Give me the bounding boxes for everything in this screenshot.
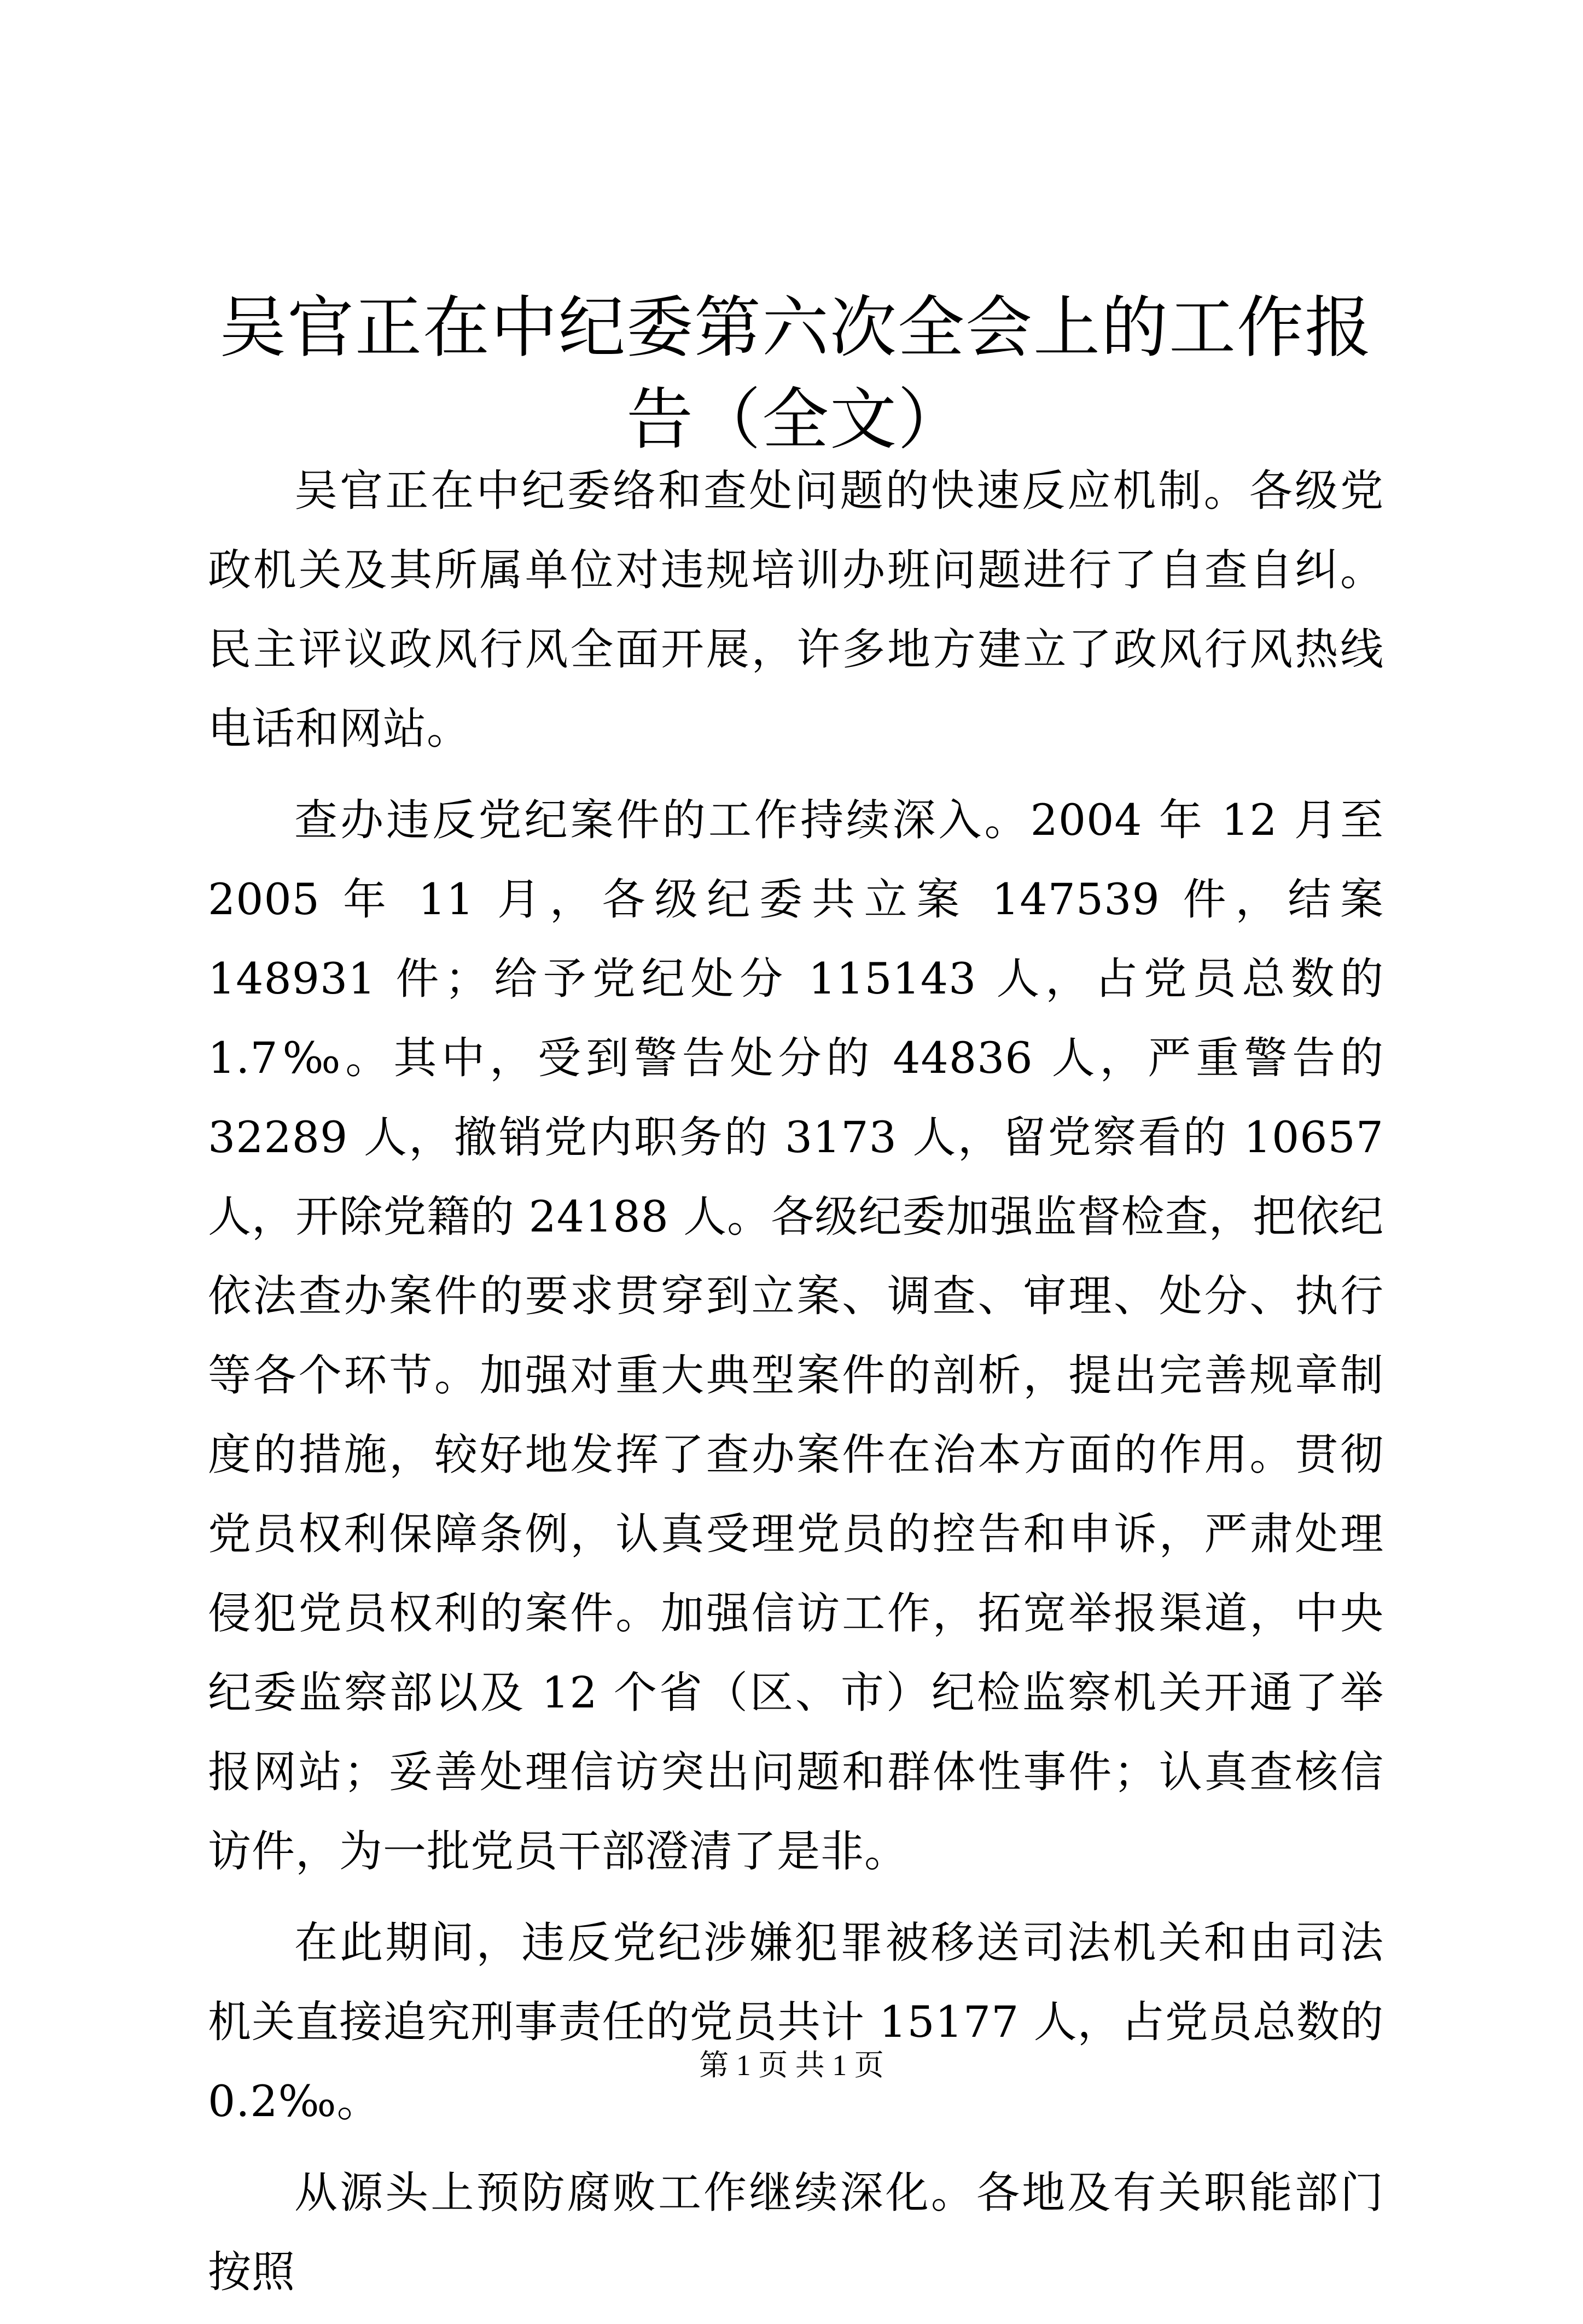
document-title: 吴官正在中纪委第六次全会上的工作报告（全文） xyxy=(219,289,1372,458)
paragraph: 从源头上预防腐败工作继续深化。各地及有关职能部门按照 xyxy=(208,2168,1384,2297)
paragraph: 在此期间，违反党纪涉嫌犯罪被移送司法机关和由司法机关直接追究刑事责任的党员共计 15177 人，占党员总数的 0.2‰。 xyxy=(208,1918,1384,2127)
paragraph: 查办违反党纪案件的工作持续深入。2004 年 12 月至 2005 年 11 月，各级纪委共立案 147539 件，结案 148931 件；给予党纪处分 115143 人，占党员总数的 1.7‰。其中，受到警告处分的 44836 人，严重警告的 32289 人，撤销党内职务的 3173 人，留党察看的 10657 人，开除党籍的 24188 人。各级纪委加强监督检查，把依纪依法查办案件的要求贯穿到立案、调查、审理、处分、执行等各个环节。加强对重大典型案件的剖析，提出完善规章制度的措施，较好地发挥了查办案件在治本方面的作用。贯彻党员权利保障条例，认真受理党员的控告和申诉，严肃处理侵犯党员权利的案件。加强信访工作，拓宽举报渠道，中央纪委监察部以及 12 个省（区、市）纪检监察机关开通了举报网站；妥善处理信访突出问题和群体性事件；认真查核信访件，为一批党员干部澄清了是非。 xyxy=(208,795,1384,1876)
document-body xyxy=(208,451,1384,2324)
page-number-footer: 第 1 页 共 1 页 xyxy=(699,2049,884,2082)
paragraph: 吴官正在中纪委络和查处问题的快速反应机制。各级党政机关及其所属单位对违规培训办班问题进行了自查自纠。民主评议政风行风全面开展，许多地方建立了政风行风热线电话和网站。 xyxy=(208,466,1384,754)
